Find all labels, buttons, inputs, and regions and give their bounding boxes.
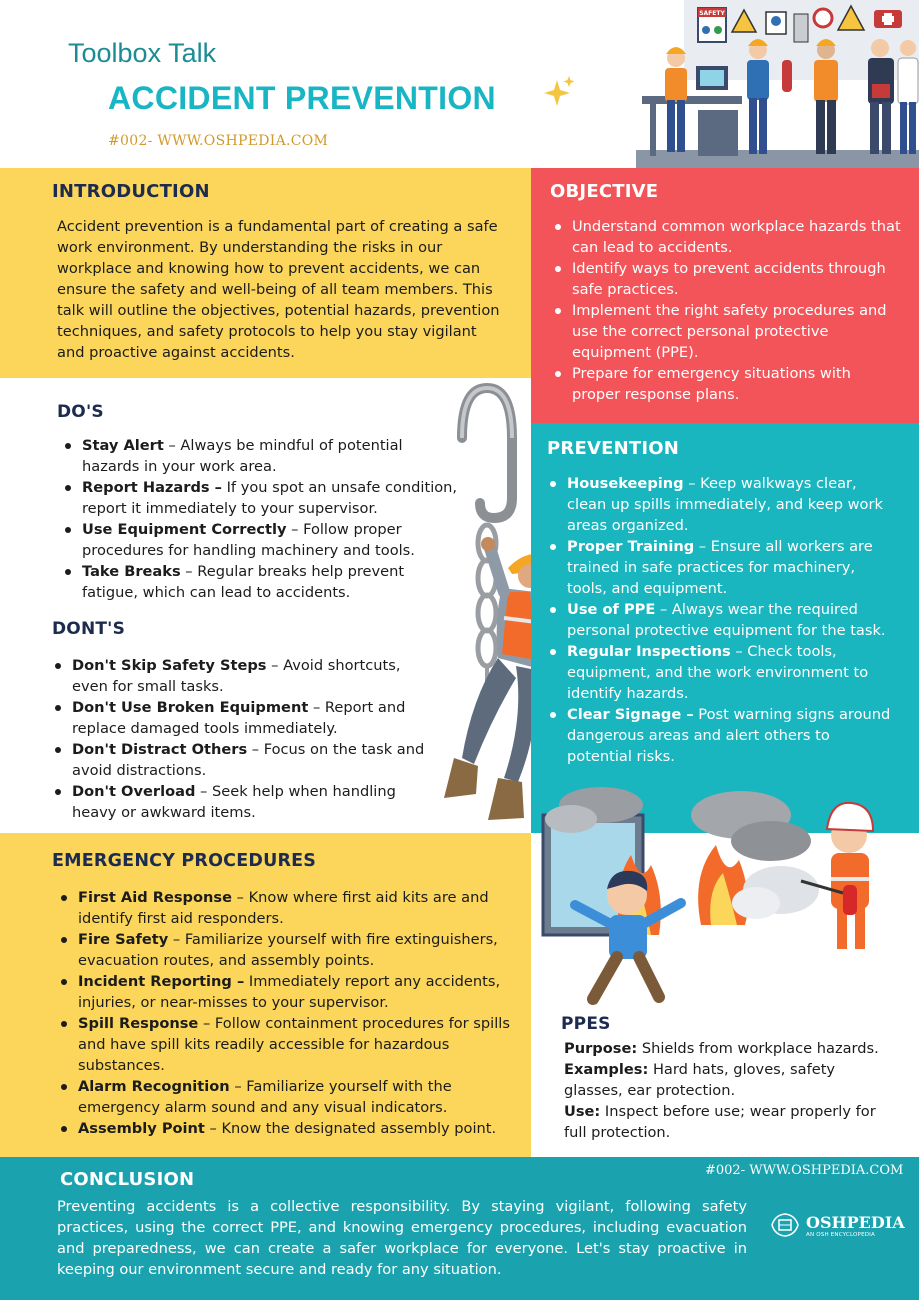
emergency-item: Assembly Point – Know the designated assembly point. <box>58 1118 520 1139</box>
header-website-code: #002- WWW.OSHPEDIA.COM <box>108 133 329 149</box>
emergency-item: First Aid Response – Know where first aid kits are and identify first aid responders. <box>58 887 520 929</box>
objective-item: Implement the right safety procedures and use the correct personal protective equipment (PPE). <box>552 300 902 363</box>
objective-title: OBJECTIVE <box>550 181 659 202</box>
dos-item: Report Hazards – If you spot an unsafe condition, report it immediately to your supervisor. <box>62 477 462 519</box>
workers-illustration <box>636 0 919 168</box>
donts-title: DONT'S <box>52 619 126 639</box>
donts-item: Don't Skip Safety Steps – Avoid shortcuts, even for small tasks. <box>52 655 432 697</box>
introduction-text: Accident prevention is a fundamental part of creating a safe work environment. By understanding the risks in our workplace and knowing how to prevent accidents, we can ensure the safety and well-being of all team members. This talk will outline the objectives, potential hazards, prevention techniques, and safety protocols to help you stay vigilant and proactive against accidents. <box>57 218 500 361</box>
logo-name: OSHPEDIA <box>806 1212 905 1232</box>
ppes-examples: Examples: Hard hats, gloves, safety glasses, ear protection. <box>564 1061 836 1099</box>
sparkle-icon <box>543 74 577 110</box>
objective-list <box>552 216 902 405</box>
introduction-title: INTRODUCTION <box>52 181 210 202</box>
oshpedia-logo <box>770 1212 905 1238</box>
emergency-title: EMERGENCY PROCEDURES <box>52 851 317 871</box>
dos-title: DO'S <box>57 402 104 422</box>
objective-item: Identify ways to prevent accidents through safe practices. <box>552 258 902 300</box>
dos-item: Stay Alert – Always be mindful of potential hazards in your work area. <box>62 435 462 477</box>
prevention-item: Housekeeping – Keep walkways clear, clean up spills immediately, and keep work areas organized. <box>547 473 897 536</box>
donts-list <box>52 655 432 823</box>
dos-list <box>62 435 462 603</box>
safety-sign-label: SAFETY <box>699 10 725 17</box>
conclusion-text: Preventing accidents is a collective responsibility. By staying vigilant, following safety practices, using the correct PPE, and knowing emergency procedures, including evacuation and preparedness, we can create a safer workplace for everyone. Let's stay proactive in keeping our environment secure and ready for any situation. <box>57 1198 747 1278</box>
donts-item: Don't Distract Others – Focus on the task and avoid distractions. <box>52 739 432 781</box>
prevention-item: Regular Inspections – Check tools, equipment, and the work environment to identify hazards. <box>547 641 897 704</box>
prevention-list <box>547 473 897 767</box>
donts-item: Don't Use Broken Equipment – Report and replace damaged tools immediately. <box>52 697 432 739</box>
emergency-list <box>58 887 520 1139</box>
ppes-purpose: Purpose: Shields from workplace hazards. <box>564 1040 879 1057</box>
conclusion-title: CONCLUSION <box>60 1169 195 1190</box>
toolbox-title: Toolbox Talk <box>68 38 217 68</box>
dos-item: Use Equipment Correctly – Follow proper procedures for handling machinery and tools. <box>62 519 462 561</box>
prevention-title: PREVENTION <box>547 438 679 459</box>
prevention-item: Proper Training – Ensure all workers are trained in safe practices for machinery, tools, and equipment. <box>547 536 897 599</box>
donts-item: Don't Overload – Seek help when handling heavy or awkward items. <box>52 781 432 823</box>
main-title: ACCIDENT PREVENTION <box>108 80 496 116</box>
objective-item: Understand common workplace hazards that can lead to accidents. <box>552 216 902 258</box>
oshpedia-emblem-icon <box>770 1212 800 1238</box>
emergency-item: Fire Safety – Familiarize yourself with fire extinguishers, evacuation routes, and assembly points. <box>58 929 520 971</box>
prevention-item: Use of PPE – Always wear the required personal protective equipment for the task. <box>547 599 897 641</box>
ppes-details <box>564 1038 894 1143</box>
emergency-item: Spill Response – Follow containment procedures for spills and have spill kits readily accessible for hazardous substances. <box>58 1013 520 1076</box>
emergency-item: Incident Reporting – Immediately report any accidents, injuries, or near-misses to your supervisor. <box>58 971 520 1013</box>
prevention-item: Clear Signage – Post warning signs around dangerous areas and alert others to potential risks. <box>547 704 897 767</box>
objective-item: Prepare for emergency situations with proper response plans. <box>552 363 902 405</box>
emergency-item: Alarm Recognition – Familiarize yourself with the emergency alarm sound and any visual indicators. <box>58 1076 520 1118</box>
ppes-use: Use: Inspect before use; wear properly for full protection. <box>564 1103 876 1141</box>
fire-scene-illustration <box>531 785 919 1013</box>
ppes-title: PPES <box>561 1014 611 1034</box>
dos-item: Take Breaks – Regular breaks help prevent fatigue, which can lead to accidents. <box>62 561 462 603</box>
footer-website-code: #002- WWW.OSHPEDIA.COM <box>705 1163 904 1178</box>
logo-tagline: AN OSH ENCYCLOPEDIA <box>806 1231 875 1238</box>
